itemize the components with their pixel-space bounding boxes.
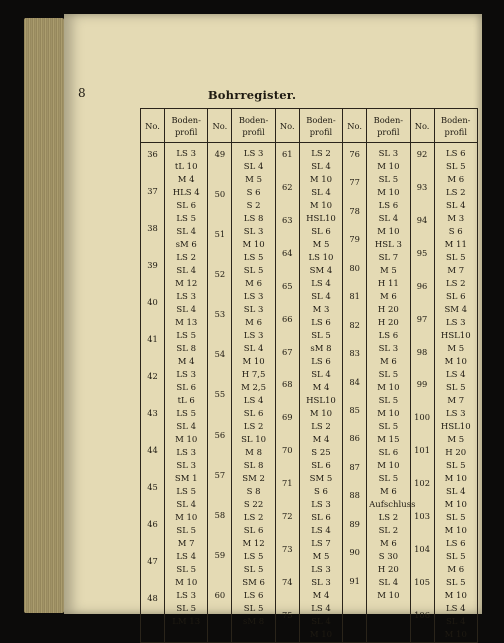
profile-entry: SL 4 [243, 344, 264, 354]
profile-entry: M 12 [175, 279, 198, 289]
profile-entry: SM 6 [242, 578, 265, 588]
profile-entry: SL 4 [445, 201, 466, 211]
profile-entry: SL 6 [445, 292, 466, 302]
profile-entry: LS 2 [311, 149, 331, 159]
profile-entry: SM 2 [242, 474, 265, 484]
profile-entry: H 20 [445, 448, 467, 458]
bore-number: 45 [147, 482, 158, 492]
bore-number: 102 [414, 478, 430, 489]
profile-entry: M 5 [447, 435, 465, 445]
profile-entry: HSL10 [306, 214, 336, 224]
bore-number: 98 [416, 346, 428, 357]
profile-entry: M 10 [377, 162, 400, 172]
bore-number: 64 [282, 247, 293, 258]
profile-entry: LS 4 [445, 370, 466, 380]
bore-number: 57 [214, 469, 226, 480]
profile-entry: LS 2 [243, 422, 264, 432]
profile-entry: HLS 4 [172, 188, 200, 198]
header-profile: Boden- profil [232, 109, 275, 143]
profile-entry: SM 4 [309, 266, 333, 276]
bore-number: 74 [282, 576, 293, 587]
profile-entry: M 6 [447, 175, 465, 185]
profile-entry: LS 10 [308, 253, 334, 263]
profile-entry: SL 5 [311, 331, 331, 341]
header-profile: Boden- profil [434, 109, 477, 143]
profile-entry: SL 4 [311, 188, 331, 198]
profile-entry: SL 5 [378, 474, 399, 484]
bore-number: 70 [282, 445, 293, 456]
bore-number: 75 [282, 609, 293, 620]
profile-entry: LS 3 [243, 331, 264, 341]
bore-number: 65 [282, 280, 293, 291]
profile-entry: SL 5 [243, 266, 264, 276]
profile-entry: sM 8 [310, 344, 332, 354]
bore-number: 61 [282, 149, 293, 159]
bore-number: 92 [416, 149, 428, 159]
bore-number: 38 [147, 223, 158, 233]
profile-entry: SL 5 [378, 175, 399, 185]
profile-entry: M 10 [377, 409, 400, 419]
profile-entry: M 4 [177, 175, 195, 185]
profile-entry: SL 3 [176, 461, 196, 471]
profile-entry: M 10 [444, 357, 467, 367]
profile-entry: LS 5 [176, 214, 196, 224]
profile-entry: M 6 [245, 318, 262, 328]
profile-entry: SL 4 [176, 305, 196, 315]
profile-entry: LS 3 [243, 149, 264, 159]
profile-entry: LS 4 [311, 526, 331, 536]
bore-number: 97 [416, 313, 428, 324]
profile-entry: S 6 [314, 487, 328, 497]
bore-number: 47 [147, 556, 158, 566]
bore-number: 63 [282, 214, 293, 225]
profile-entry: SL 5 [445, 578, 466, 588]
profile-entry: SL 4 [445, 487, 466, 497]
profile-entry: SL 6 [243, 526, 264, 536]
profile-entry: M 10 [175, 435, 198, 445]
bore-number: 68 [282, 379, 293, 390]
profile-entry: M 4 [312, 435, 330, 445]
bore-number: 69 [282, 412, 293, 423]
profile-entry: LS 2 [378, 513, 399, 523]
profile-entry: SL 6 [176, 383, 196, 393]
profile-entry: M 10 [444, 591, 467, 601]
bore-number: 72 [282, 511, 293, 522]
profile-entry: HSL10 [306, 396, 336, 406]
profile-entry: LS 3 [311, 565, 331, 575]
profile-entry: M 11 [444, 240, 467, 250]
profile-entry: SL 5 [378, 396, 399, 406]
profile-entry: M 2,5 [241, 383, 267, 393]
bore-number: 99 [416, 379, 428, 390]
table-body-row [141, 143, 478, 643]
profile-entry: LS 6 [445, 539, 466, 549]
profile-entry: SL 2 [378, 526, 399, 536]
bore-number: 50 [214, 189, 226, 200]
profile-entry: LS 3 [176, 292, 196, 302]
profile-entry: SL 5 [243, 565, 264, 575]
profile-entry: LM 13 [172, 617, 201, 627]
profile-entry: H 20 [377, 305, 399, 315]
header-no: No. [141, 109, 165, 143]
profile-entry: HSL 3 [374, 240, 402, 250]
header-no: No. [343, 109, 367, 143]
profile-entry: LS 5 [176, 331, 196, 341]
profile-entry: tL 6 [177, 396, 195, 406]
profile-entry: HSL10 [440, 422, 471, 432]
profile-entry: LS 7 [311, 539, 331, 549]
profile-entry: M 10 [309, 409, 333, 419]
profile-entry: SL 4 [176, 422, 196, 432]
bore-number: 103 [414, 511, 430, 522]
profile-entry: M 10 [377, 227, 400, 237]
profile-entry: LS 3 [176, 448, 196, 458]
header-profile: Boden- profil [165, 109, 208, 143]
bore-number: 79 [349, 234, 360, 245]
profile-entry: S 6 [246, 188, 261, 198]
profile-entry: SL 7 [378, 253, 399, 263]
profile-entry: SL 8 [176, 344, 196, 354]
profile-entry: H 11 [377, 279, 399, 289]
profile-entry: M 4 [312, 591, 330, 601]
profile-entry: SL 3 [378, 344, 399, 354]
profile-entry: SM 5 [309, 474, 333, 484]
profile-entry: M 10 [309, 201, 333, 211]
profile-column-4 [367, 143, 416, 643]
profile-entry: M 10 [175, 578, 198, 588]
profile-entry: SL 3 [378, 149, 399, 159]
profile-entry: SL 4 [311, 617, 331, 627]
profile-entry: LS 6 [311, 318, 331, 328]
profile-entry: H 7,5 [241, 370, 266, 380]
number-column-3 [275, 143, 299, 643]
profile-entry: S 30 [378, 552, 399, 562]
header-no: No. [208, 109, 232, 143]
profile-entry: SL 6 [311, 513, 331, 523]
profile-entry: SL 4 [311, 292, 331, 302]
bore-number: 84 [349, 376, 360, 387]
profile-entry: SL 5 [445, 162, 466, 172]
bore-number: 87 [349, 461, 360, 472]
profile-entry: LS 5 [243, 552, 264, 562]
table-header-row [141, 109, 478, 143]
profile-entry: SL 5 [243, 604, 264, 614]
profile-entry: SL 6 [311, 227, 331, 237]
profile-entry: M 7 [447, 266, 465, 276]
bore-number: 95 [416, 247, 428, 258]
profile-entry: SL 4 [378, 214, 399, 224]
profile-entry: LS 4 [176, 552, 196, 562]
profile-entry: SL 5 [378, 422, 399, 432]
bore-number: 52 [214, 269, 226, 280]
bore-number: 89 [349, 518, 360, 529]
bore-number: 41 [147, 334, 158, 344]
profile-entry: LS 4 [445, 604, 466, 614]
bore-number: 48 [147, 593, 158, 603]
number-column-5 [410, 143, 434, 643]
profile-entry: SL 8 [243, 461, 264, 471]
bore-number: 39 [147, 260, 158, 270]
profile-entry: SL 5 [445, 461, 466, 471]
bore-number: 59 [214, 549, 226, 560]
profile-entry: M 10 [377, 461, 400, 471]
profile-entry: M 5 [447, 344, 465, 354]
bore-number: 36 [147, 149, 158, 159]
profile-entry: LS 5 [176, 487, 196, 497]
profile-entry: LS 3 [243, 292, 264, 302]
bore-number: 93 [416, 181, 428, 192]
profile-entry: M 6 [379, 539, 397, 549]
profile-entry: sM 8 [242, 617, 265, 627]
bore-number: 44 [147, 445, 158, 455]
profile-entry: LS 5 [176, 409, 196, 419]
profile-entry: M 3 [447, 214, 465, 224]
profile-entry: SL 5 [176, 526, 196, 536]
profile-entry: M 10 [444, 500, 467, 510]
profile-entry: M 4 [312, 383, 330, 393]
profile-entry: S 6 [448, 227, 463, 237]
profile-entry: M 6 [379, 292, 397, 302]
profile-entry: SL 5 [445, 552, 466, 562]
profile-entry: M 6 [379, 357, 397, 367]
bore-number: 53 [214, 309, 226, 320]
bore-number: 71 [282, 478, 293, 489]
profile-entry: Aufschluss [369, 500, 416, 510]
bore-number: 43 [147, 408, 158, 418]
bore-number: 78 [349, 205, 360, 216]
profile-entry: M 6 [245, 279, 262, 289]
profile-entry: LS 2 [243, 513, 264, 523]
bore-number: 76 [349, 149, 360, 159]
profile-entry: SM 4 [444, 305, 468, 315]
profile-entry: SL 3 [243, 305, 264, 315]
profile-entry: LS 3 [176, 370, 196, 380]
profile-entry: SL 4 [176, 266, 196, 276]
profile-entry: LS 3 [176, 149, 196, 159]
profile-entry: SL 4 [378, 578, 399, 588]
profile-entry: SL 4 [176, 500, 196, 510]
profile-entry: sM 6 [175, 240, 197, 250]
bore-number: 51 [214, 229, 226, 240]
bore-number: 96 [416, 280, 428, 291]
profile-entry: S 25 [311, 448, 331, 458]
profile-entry: M 10 [242, 357, 265, 367]
header-no: No. [410, 109, 434, 143]
bore-number: 60 [214, 589, 226, 600]
profile-entry: SL 4 [445, 617, 466, 627]
profile-entry: M 7 [177, 539, 195, 549]
bore-number: 54 [214, 349, 226, 360]
bore-number: 90 [349, 547, 360, 558]
bore-number: 80 [349, 262, 360, 273]
profile-entry: SL 3 [311, 578, 331, 588]
profile-entry: M 10 [377, 383, 400, 393]
bore-number: 62 [282, 181, 293, 192]
profile-entry: LS 3 [445, 409, 466, 419]
bore-number: 94 [416, 214, 428, 225]
bore-number: 104 [414, 544, 430, 555]
page-title: Bohrregister. [207, 88, 297, 102]
profile-entry: LS 4 [243, 396, 264, 406]
profile-entry: LS 6 [311, 357, 331, 367]
profile-entry: M 4 [177, 357, 195, 367]
profile-entry: SL 5 [445, 383, 466, 393]
profile-entry: M 6 [447, 565, 465, 575]
profile-entry: SL 10 [241, 435, 267, 445]
bore-number: 73 [282, 544, 293, 555]
bore-number: 100 [414, 412, 430, 423]
profile-column-3 [299, 143, 342, 643]
profile-entry: SL 6 [243, 409, 264, 419]
bore-number: 105 [414, 576, 430, 587]
bore-number: 40 [147, 297, 158, 307]
profile-entry: M 5 [245, 175, 262, 185]
bore-number: 37 [147, 186, 158, 196]
profile-entry: LS 3 [311, 500, 331, 510]
profile-entry: M 3 [312, 305, 330, 315]
profile-entry: SM 1 [174, 474, 198, 484]
profile-entry: LS 5 [243, 253, 264, 263]
profile-entry: SL 5 [445, 253, 466, 263]
profile-entry: LS 3 [445, 318, 466, 328]
profile-entry: M 5 [379, 266, 397, 276]
profile-entry: M 15 [377, 435, 400, 445]
bore-number: 81 [349, 291, 360, 302]
profile-entry: M 6 [379, 487, 397, 497]
profile-entry: M 13 [175, 318, 198, 328]
profile-entry: LS 2 [311, 422, 331, 432]
bore-number: 66 [282, 313, 293, 324]
profile-entry: SL 5 [176, 604, 196, 614]
bore-number: 82 [349, 319, 360, 330]
bore-number: 55 [214, 389, 226, 400]
header-profile: Boden- profil [367, 109, 410, 143]
profile-entry: SL 4 [311, 162, 331, 172]
profile-entry: SL 5 [445, 513, 466, 523]
bore-number: 58 [214, 509, 226, 520]
header-no: No. [275, 109, 299, 143]
profile-entry: M 12 [242, 539, 265, 549]
profile-entry: LS 6 [445, 149, 466, 159]
profile-entry: LS 4 [311, 279, 331, 289]
bore-number: 67 [282, 346, 293, 357]
profile-column-5 [434, 143, 477, 643]
profile-column-2 [232, 143, 275, 643]
profile-entry: S 2 [246, 201, 261, 211]
profile-entry: M 7 [447, 396, 465, 406]
bore-number: 83 [349, 348, 360, 359]
number-column-4 [343, 143, 367, 643]
book-page-edges [24, 18, 64, 613]
bohrregister-table [140, 108, 478, 643]
profile-entry: LS 6 [378, 331, 399, 341]
profile-entry: LS 2 [445, 188, 466, 198]
profile-entry: M 10 [377, 188, 400, 198]
profile-entry: LS 6 [378, 201, 399, 211]
profile-entry: M 5 [312, 552, 330, 562]
header-profile: Boden- profil [299, 109, 342, 143]
profile-entry: M 10 [444, 474, 467, 484]
profile-entry: SL 4 [176, 227, 196, 237]
profile-entry: SL 3 [243, 227, 264, 237]
profile-entry: LS 4 [311, 604, 331, 614]
bore-number: 106 [414, 609, 430, 620]
profile-entry: S 22 [243, 500, 264, 510]
bore-number: 49 [214, 149, 226, 159]
profile-entry: M 8 [245, 448, 262, 458]
profile-entry: SL 4 [243, 162, 264, 172]
profile-entry: M 10 [377, 591, 400, 601]
profile-entry: LS 6 [243, 591, 264, 601]
profile-entry: LS 2 [445, 279, 466, 289]
bore-number: 85 [349, 404, 360, 415]
profile-entry: M 10 [444, 526, 467, 536]
profile-entry: SL 6 [311, 461, 331, 471]
bore-number: 91 [349, 575, 360, 586]
bore-number: 101 [414, 445, 430, 456]
profile-entry: M 10 [175, 513, 198, 523]
number-column-2 [208, 143, 232, 643]
profile-entry: LS 8 [243, 214, 264, 224]
number-column-1 [141, 143, 165, 643]
profile-entry: SL 4 [311, 370, 331, 380]
profile-entry: HSL10 [440, 331, 471, 341]
bore-number: 46 [147, 519, 158, 529]
profile-entry: LS 2 [176, 253, 196, 263]
profile-entry: M 10 [309, 175, 333, 185]
bore-number: 42 [147, 371, 158, 381]
profile-entry: H 20 [377, 318, 399, 328]
profile-entry: S 8 [246, 487, 261, 497]
profile-entry: SL 6 [176, 201, 196, 211]
bore-number: 56 [214, 429, 226, 440]
profile-entry: LS 3 [176, 591, 196, 601]
profile-entry: M 10 [242, 240, 265, 250]
bore-number: 77 [349, 177, 360, 188]
profile-entry: SL 5 [176, 565, 196, 575]
profile-entry: SL 6 [378, 448, 399, 458]
page-number: 8 [78, 86, 86, 100]
profile-column-1 [165, 143, 208, 643]
profile-entry: M 10 [309, 630, 333, 640]
profile-entry: SL 5 [378, 370, 399, 380]
profile-entry: H 20 [377, 565, 399, 575]
profile-entry: tL 10 [174, 162, 198, 172]
bore-number: 86 [349, 433, 360, 444]
bore-number: 88 [349, 490, 360, 501]
profile-entry: M 5 [312, 240, 330, 250]
profile-entry: M 10 [444, 630, 467, 640]
